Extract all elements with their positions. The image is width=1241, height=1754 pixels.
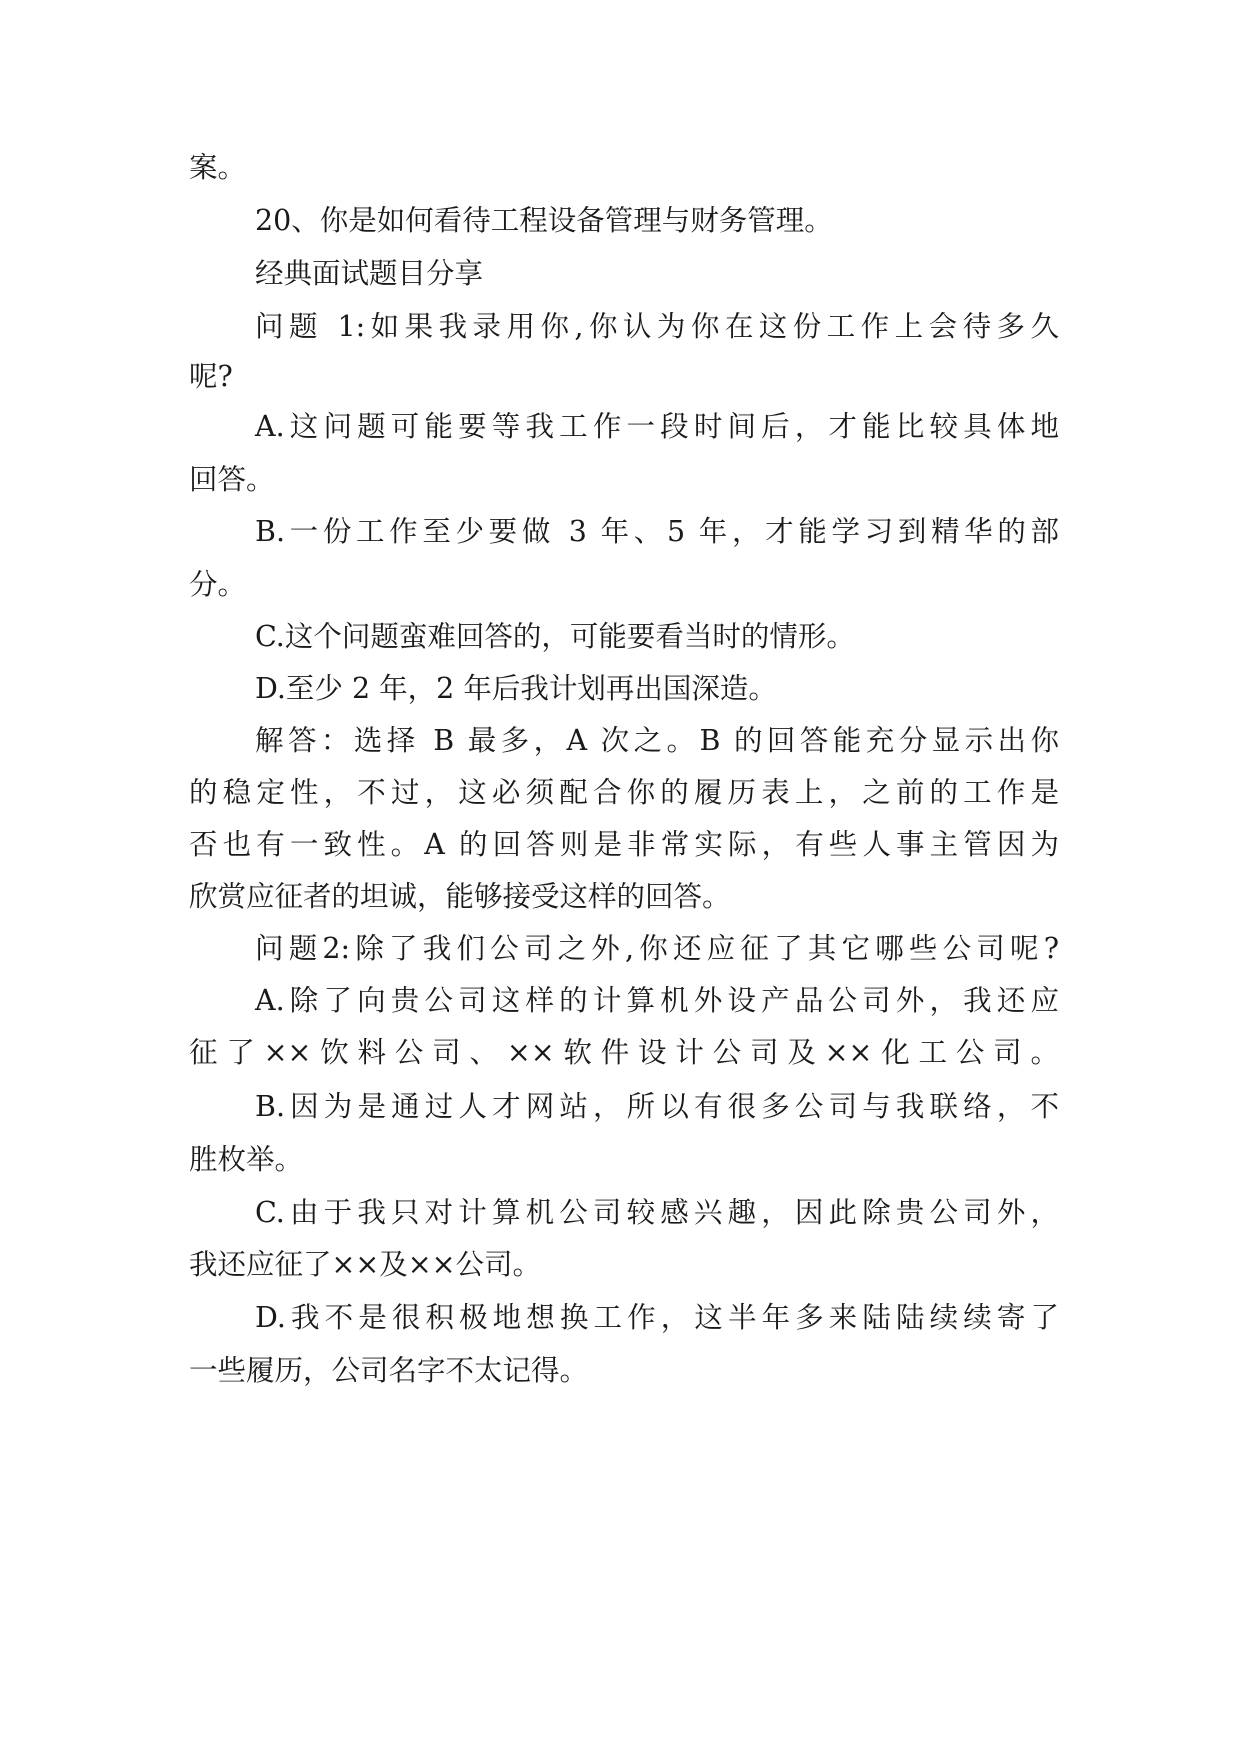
question-2-line: 问题2:除了我们公司之外,你还应征了其它哪些公司呢? (255, 932, 1059, 965)
q2-option-c-line: C.由于我只对计算机公司较感兴趣，因此除贵公司外， (255, 1196, 1059, 1229)
option-a-continuation: 回答。 (189, 463, 275, 496)
question-1-continuation: 呢? (189, 360, 233, 393)
q2-option-b-continuation: 胜枚举。 (189, 1143, 304, 1176)
answer-line-4: 欣赏应征者的坦诚，能够接受这样的回答。 (189, 880, 731, 913)
q2-option-d-continuation: 一些履历，公司名字不太记得。 (189, 1354, 589, 1387)
option-b-line: B.一份工作至少要做 3 年、5 年，才能学习到精华的部 (255, 515, 1059, 548)
q2-option-a-continuation: 征了××饮料公司、××软件设计公司及××化工公司。 (189, 1036, 1059, 1069)
option-c-line: C.这个问题蛮难回答的，可能要看当时的情形。 (255, 620, 855, 653)
q2-option-a-line: A.除了向贵公司这样的计算机外设产品公司外，我还应 (255, 984, 1059, 1017)
option-b-continuation: 分。 (189, 568, 247, 601)
q2-option-c-continuation: 我还应征了××及××公司。 (189, 1248, 542, 1281)
answer-line-2: 的稳定性，不过，这必须配合你的履历表上，之前的工作是 (189, 776, 1059, 809)
answer-line-1: 解答：选择 B 最多，A 次之。B 的回答能充分显示出你 (255, 724, 1059, 757)
option-a-line: A.这问题可能要等我工作一段时间后，才能比较具体地 (255, 410, 1059, 443)
text-line: 案。 (189, 151, 247, 184)
question-20-line: 20、你是如何看待工程设备管理与财务管理。 (255, 204, 833, 237)
question-1-line: 问题 1:如果我录用你,你认为你在这份工作上会待多久 (255, 310, 1059, 343)
section-heading: 经典面试题目分享 (255, 257, 484, 290)
q2-option-b-line: B.因为是通过人才网站，所以有很多公司与我联络，不 (255, 1090, 1059, 1123)
q2-option-d-line: D.我不是很积极地想换工作，这半年多来陆陆续续寄了 (255, 1301, 1059, 1334)
answer-line-3: 否也有一致性。A 的回答则是非常实际，有些人事主管因为 (189, 828, 1059, 861)
option-d-line: D.至少 2 年，2 年后我计划再出国深造。 (255, 672, 777, 705)
